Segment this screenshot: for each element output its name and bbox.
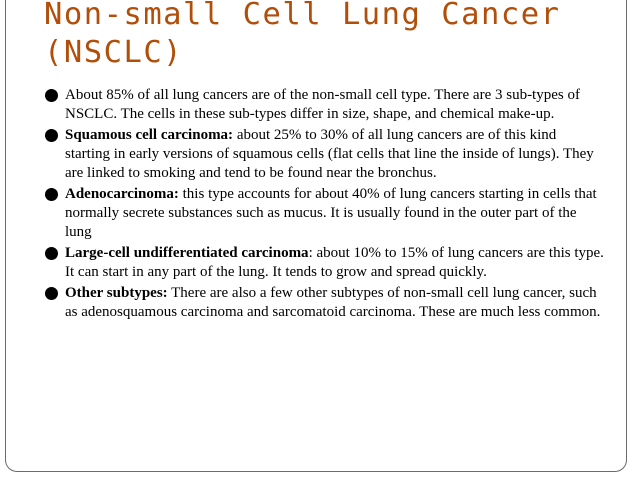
- bullet-text: There are also a few other subtypes of non-small cell lung cancer, such as adenosquamous carcinoma and sarcomatoid carcinoma. These are much less common.: [65, 285, 601, 320]
- bullet-text: : about 10% to 15% of lung cancers are this type. It can start in any part of the lung. It tends to grow and spread quickly.: [65, 245, 604, 280]
- bullet-term: Large-cell undifferentiated carcinoma: [65, 245, 309, 261]
- bullet-term: Other subtypes:: [65, 285, 168, 301]
- slide: [5, 0, 627, 472]
- bullet-item: [44, 284, 604, 322]
- bullet-item: [44, 185, 604, 242]
- filled-circle-bullet-icon: [44, 128, 62, 143]
- bullet-text: about 25% to 30% of all lung cancers are of this kind starting in early versions of squamous cells (flat cells that line the inside of lungs). They are linked to smoking and tend to be found near the bronchus.: [65, 127, 594, 181]
- slide-title-line-1: Non-small Cell Lung Cancer: [44, 0, 561, 32]
- bullet-item: [44, 86, 604, 124]
- filled-circle-bullet-icon: [44, 88, 62, 103]
- bullet-text: About 85% of all lung cancers are of the non-small cell type. There are 3 sub-types of NSCLC. The cells in these sub-types differ in size, shape, and chemical make-up.: [65, 87, 580, 122]
- bullet-text: this type accounts for about 40% of lung cancers starting in cells that normally secrete substances such as mucus. It is usually found in the outer part of the lung: [65, 186, 597, 240]
- bullet-list: [44, 86, 604, 324]
- bullet-term: Adenocarcinoma:: [65, 186, 179, 202]
- filled-circle-bullet-icon: [44, 286, 62, 301]
- filled-circle-bullet-icon: [44, 187, 62, 202]
- slide-title-line-2: (NSCLC): [44, 35, 184, 70]
- filled-circle-bullet-icon: [44, 246, 62, 261]
- bullet-item: [44, 126, 604, 183]
- bullet-term: Squamous cell carcinoma:: [65, 127, 234, 143]
- slide-title: [44, 0, 560, 72]
- bullet-item: [44, 244, 604, 282]
